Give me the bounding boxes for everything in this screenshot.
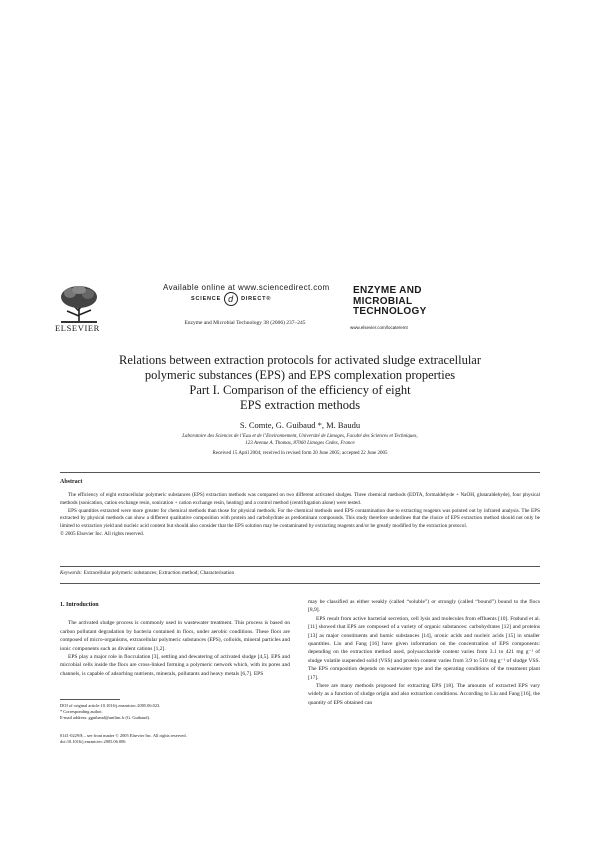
body-paragraph: EPS result from active bacterial secretion, cell lysis and molecules from effluents [10]. Frølund et al. [11] showed that EPS are composed of a variety of organic substances: carbohydrates [12] and proteins [13] as major constituents and humic substances [14], uronic acids and nucleic acids [15] in smaller quantities. Liu and Fang [16] have given information on the concentration of EPS components: depending on the extraction method used, polysaccharide content varies from 3.1 to 421 mg g⁻¹ of sludge volatile suspended solid (VSS) and protein content varies from 3.9 to 510 mg g⁻¹ of sludge VSS. The EPS composition depends on wastewater type and the operating conditions of the treatment plant [17]. [308, 615, 540, 681]
title-line: polymeric substances (EPS) and EPS complexation properties [144, 368, 456, 382]
journal-brand-line: ENZYME AND [353, 285, 422, 296]
affiliation-line: 123 Avenue A. Thomas, 87060 Limoges Cedex, France [245, 441, 355, 446]
abstract-paragraph: The efficiency of eight extracellular polymeric substances (EPS) extraction methods was compared on two different activated sludges. Three chemical methods (EDTA, formaldehyde + NaOH, glutaraldehyde), four physical methods (sonication, cation exchange resin, sonication + cation exchange resin, heating) and a control method (centrifugation alone) were tested. [60, 492, 540, 506]
author-list: S. Comte, G. Guibaud *, M. Baudu [239, 420, 361, 430]
available-online-text: Available online at www.sciencedirect.com [163, 283, 330, 292]
divider [60, 566, 540, 567]
body-column-right [308, 598, 540, 707]
footnote-email: E-mail address: gguibaud@unilim.fr (G. Guibaud). [60, 715, 151, 720]
sciencedirect-circle-icon: d [224, 292, 238, 306]
title-line: Part I. Comparison of the efficiency of eight [189, 383, 411, 397]
body-paragraph: may be classified as either weakly (called “soluble”) or strongly (called “bound”) bound to the flocs [8,9]. [308, 599, 540, 614]
publisher-name: ELSEVIER [55, 323, 100, 333]
footnotes [60, 703, 290, 721]
divider [60, 472, 540, 473]
keywords-list: Extracellular polymeric substances; Extraction method; Characterisation [83, 570, 235, 576]
divider [60, 583, 540, 584]
body-paragraph: The activated sludge process is commonly used in wastewater treatment. This process is based on carbon pollutant degradation by bacteria contained in flocs, under aerobic conditions. These flocs are composed of micro-organisms, extracellular polymeric substances (EPS), colloids, mineral particles and ionic components such as divalent cations [1,2]. [60, 620, 290, 652]
issn-line: 0141-0229/$ – see front matter © 2005 Elsevier Inc. All rights reserved. [60, 733, 187, 738]
title-line: Relations between extraction protocols for activated sludge extracellular [118, 353, 481, 367]
journal-citation: Enzyme and Microbial Technology 38 (2006) 237–245 [184, 320, 306, 326]
abstract-heading: Abstract [60, 479, 83, 485]
footnote-corresponding: * Corresponding author. [60, 709, 103, 714]
sciencedirect-logo [191, 292, 271, 306]
sciencedirect-right-text: DIRECT® [241, 296, 272, 302]
journal-brand-logo [353, 286, 427, 318]
doi-line: doi:10.1016/j.enzmictec.2005.06.006 [60, 739, 126, 744]
received-dates: Received 15 April 2004; received in revised form 20 June 2005; accepted 22 June 2005 [212, 451, 388, 456]
keywords [60, 570, 540, 576]
abstract-paragraph: EPS quantities extracted were more greater for chemical methods than those for physical methods. For the chemical methods used EPS contamination due to extracting reagents was pointed out by infrared analysis. The EPS extracted by physical methods can show a different qualitative composition with protein and carbohydrate as predominant compounds. This study therefore underlines that the choice of EPS extraction method should not only be limited to extraction yield and nucleic acid content but should also consider that the EPS solution may be contaminated by extracting reagents and/or be greatly modified by the extraction protocol. [60, 507, 540, 530]
elsevier-tree-logo [55, 283, 103, 327]
body-column-left [60, 601, 290, 678]
issn-block [60, 733, 290, 745]
sciencedirect-left-text: SCIENCE [191, 296, 222, 302]
affiliation-line: Laboratoire des Sciences de l’Eau et de l’Environnement, Université de Limoges, Faculté des Sciences et Techniques, [182, 434, 418, 439]
footnote-divider [60, 699, 120, 700]
title-line: EPS extraction methods [239, 398, 361, 412]
keywords-label: Keywords: [60, 570, 83, 576]
copyright-line: © 2005 Elsevier Inc. All rights reserved. [60, 530, 145, 537]
journal-url[interactable]: www.elsevier.com/locate/emt [350, 325, 408, 330]
journal-brand-line: MICROBIAL [353, 295, 413, 307]
article-title [40, 353, 560, 413]
footnote-doi: DOI of original article:10.1016/j.enzmictec.2005.06.023. [60, 703, 161, 708]
body-paragraph: EPS play a major role in flocculation [3], settling and dewatering of activated sludge [4,5]. EPS and microbial cells inside the flocs are cross-linked forming a polymeric network which, with its pores and channels, is capable of adsorbing nutrients, minerals, pollutants and heavy metals [6,7]. EPS [60, 654, 290, 677]
journal-brand-line: TECHNOLOGY [353, 306, 427, 317]
affiliation [60, 433, 540, 447]
abstract-body [60, 492, 540, 539]
section-heading: 1. Introduction [60, 602, 99, 608]
body-paragraph: There are many methods proposed for extracting EPS [18]. The amounts of extracted EPS vary widely as a function of sludge origin and also extraction conditions. According to Liu and Fang [16], the quantity of EPS obtained can [308, 683, 540, 706]
